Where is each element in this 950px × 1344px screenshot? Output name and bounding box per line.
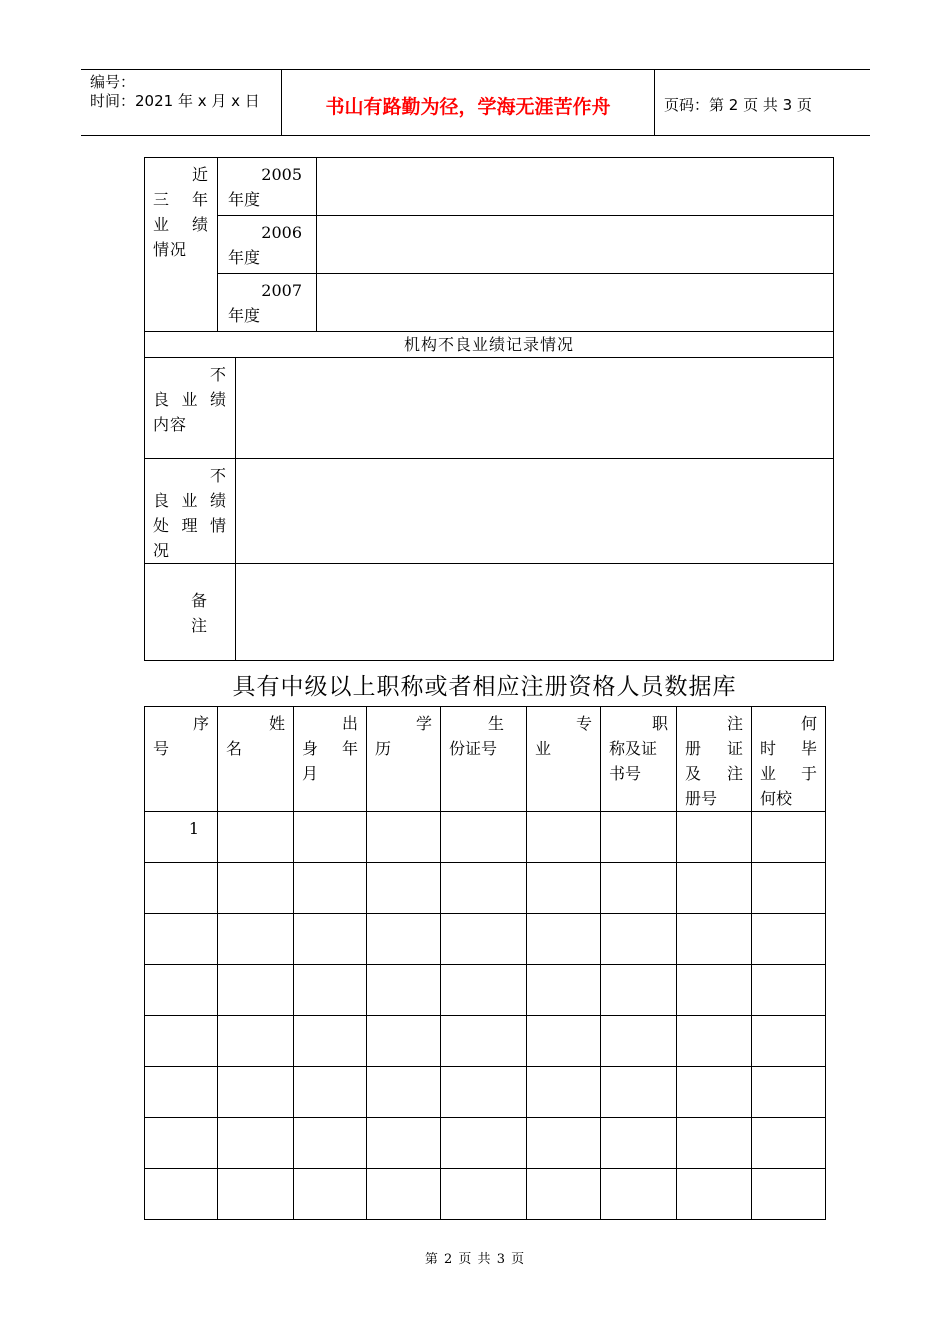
header-id-number: 生 份证号 [441,707,527,812]
data-cell[interactable] [441,863,527,914]
page-footer: 第 2 页 共 3 页 [424,1252,526,1267]
bad-content-label-cell [145,358,236,459]
data-cell[interactable] [145,863,218,914]
personnel-db-title: 具有中级以上职称或者相应注册资格人员数据库 [232,674,737,700]
year-2005-value[interactable] [317,158,834,216]
year-suffix: 年度 [228,306,261,325]
data-cell[interactable] [677,965,752,1016]
row-number: 1 [188,819,199,838]
remark-value[interactable] [236,564,834,661]
personnel-table [144,706,826,1220]
data-cell[interactable] [294,863,367,914]
data-cell[interactable] [752,1067,826,1118]
year-cell-2006 [218,216,317,274]
performance-label-l1: 近 [191,165,209,184]
bad-handling-label-cell [145,459,236,564]
data-cell[interactable] [441,1118,527,1169]
data-cell[interactable] [145,1067,218,1118]
data-cell[interactable] [218,1169,294,1220]
table-row [145,863,826,914]
year-suffix: 年度 [228,190,261,209]
data-cell[interactable] [527,914,601,965]
data-cell[interactable] [601,1016,677,1067]
page-indicator: 页码：第 2 页 共 3 页 [664,96,812,114]
seq-cell [145,812,218,863]
data-cell[interactable] [218,863,294,914]
data-cell[interactable] [601,1118,677,1169]
table-row [145,1067,826,1118]
data-cell[interactable] [367,1067,441,1118]
year-cell-2005 [218,158,317,216]
bad-record-title [145,332,834,358]
data-cell[interactable] [677,812,752,863]
data-cell[interactable] [367,914,441,965]
data-cell[interactable] [294,1016,367,1067]
header-divider-right [654,69,655,136]
year-2007-value[interactable] [317,274,834,332]
header-registration: 注 册证 及注 册号 [677,707,752,812]
data-cell[interactable] [677,1016,752,1067]
header-education: 学 历 [367,707,441,812]
data-cell[interactable] [527,1016,601,1067]
remark-l2: 注 [191,616,209,635]
data-cell[interactable] [367,965,441,1016]
data-cell[interactable] [752,863,826,914]
table-row [145,158,834,216]
header-seq: 序 号 [145,707,218,812]
bad-content-value[interactable] [236,358,834,459]
performance-label-l3: 业绩 [153,215,209,234]
bad-handling-l2: 良业绩 [153,491,227,510]
performance-label-l4: 情况 [153,240,188,259]
data-cell[interactable] [527,1067,601,1118]
data-cell[interactable] [677,914,752,965]
data-cell[interactable] [441,965,527,1016]
header-top-rule [81,69,870,70]
table-row [145,1016,826,1067]
header-major: 专 业 [527,707,601,812]
data-cell[interactable] [367,812,441,863]
data-cell[interactable] [601,812,677,863]
year-suffix: 年度 [228,248,261,267]
data-cell[interactable] [294,1169,367,1220]
data-cell[interactable] [527,863,601,914]
data-cell[interactable] [218,1067,294,1118]
motto-text: 书山有路勤为径，学海无涯苦作舟 [325,96,611,118]
bad-content-l3: 内容 [153,415,188,434]
data-cell[interactable] [601,1169,677,1220]
data-cell[interactable] [527,1118,601,1169]
performance-table [144,157,834,661]
table-row [145,332,834,358]
data-cell[interactable] [601,1067,677,1118]
data-cell[interactable] [752,1016,826,1067]
bad-handling-l4: 况 [153,541,171,560]
data-cell[interactable] [752,965,826,1016]
bad-content-l2: 良业绩 [153,390,227,409]
table-row [145,812,826,863]
table-row [145,358,834,459]
year-2006-value[interactable] [317,216,834,274]
bad-content-l1: 不 [209,365,227,384]
year-cell-2007 [218,274,317,332]
data-cell[interactable] [367,1016,441,1067]
data-cell[interactable] [218,812,294,863]
table-row [145,1118,826,1169]
data-cell[interactable] [294,1067,367,1118]
table-header-row [145,707,826,812]
data-cell[interactable] [752,812,826,863]
table-row [145,216,834,274]
data-cell[interactable] [527,1169,601,1220]
data-cell[interactable] [145,1016,218,1067]
data-cell[interactable] [145,914,218,965]
bad-handling-l3: 处理情 [153,516,227,535]
data-cell[interactable] [752,1118,826,1169]
header-name: 姓 名 [218,707,294,812]
data-cell[interactable] [752,914,826,965]
data-cell[interactable] [441,812,527,863]
year-number: 2005 [261,165,302,184]
data-cell[interactable] [677,1118,752,1169]
table-row [145,459,834,564]
remark-l1: 备 [191,591,209,610]
table-row [145,564,834,661]
data-cell[interactable] [145,965,218,1016]
data-cell[interactable] [367,1118,441,1169]
data-cell[interactable] [218,965,294,1016]
data-cell[interactable] [367,863,441,914]
data-cell[interactable] [145,1118,218,1169]
table-row [145,914,826,965]
remark-label-cell [145,564,236,661]
data-cell[interactable] [294,812,367,863]
bad-handling-value[interactable] [236,459,834,564]
data-cell[interactable] [294,1118,367,1169]
data-cell[interactable] [677,863,752,914]
data-cell[interactable] [441,914,527,965]
data-cell[interactable] [441,1067,527,1118]
doc-number-label: 编号： [90,73,136,91]
performance-label-l2: 三年 [153,190,209,209]
data-cell[interactable] [145,1169,218,1220]
data-cell[interactable] [601,965,677,1016]
data-cell[interactable] [294,965,367,1016]
table-row [145,965,826,1016]
data-cell[interactable] [218,914,294,965]
header-graduation: 何 时毕 业于 何校 [752,707,826,812]
data-cell[interactable] [218,1118,294,1169]
bad-record-title-text: 机构不良业绩记录情况 [403,335,574,354]
year-number: 2007 [261,281,302,300]
year-number: 2006 [261,223,302,242]
bad-handling-l1: 不 [209,466,227,485]
header-bottom-rule [81,135,870,136]
data-cell[interactable] [752,1169,826,1220]
data-cell[interactable] [441,1016,527,1067]
data-cell[interactable] [527,812,601,863]
doc-time-label: 时间：2021 年 x 月 x 日 [90,92,260,110]
table-row [145,274,834,332]
data-cell[interactable] [601,863,677,914]
data-cell[interactable] [367,1169,441,1220]
table-row [145,1169,826,1220]
data-cell[interactable] [441,1169,527,1220]
data-cell[interactable] [677,1169,752,1220]
data-cell[interactable] [294,914,367,965]
data-cell[interactable] [601,914,677,965]
data-cell[interactable] [218,1016,294,1067]
data-cell[interactable] [527,965,601,1016]
performance-label-cell [145,158,218,332]
header-title-cert: 职 称及证 书号 [601,707,677,812]
data-cell[interactable] [677,1067,752,1118]
header-birth: 出 身年 月 [294,707,367,812]
